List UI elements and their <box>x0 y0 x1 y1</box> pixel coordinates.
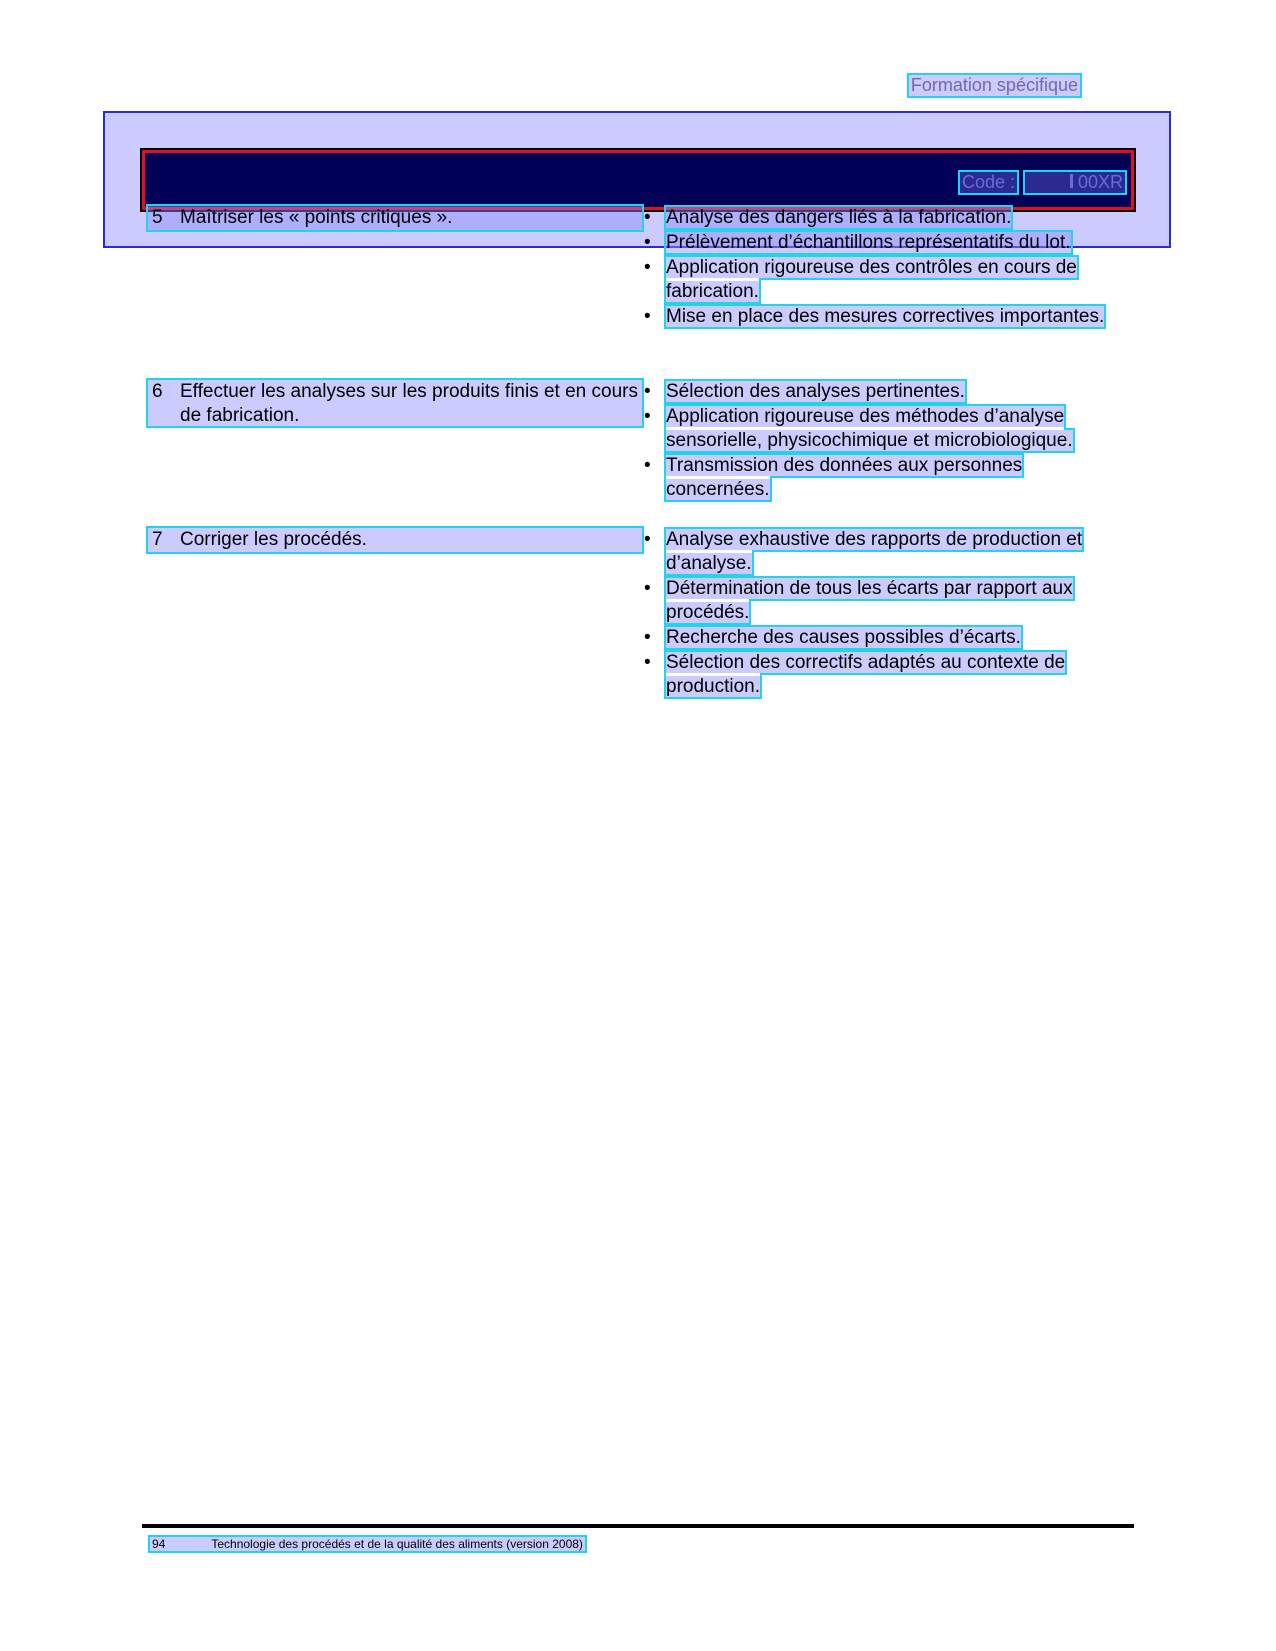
program-title-bar <box>142 150 1134 210</box>
performance-criteria-list <box>644 206 1124 330</box>
criterion-item <box>644 206 1124 230</box>
criterion-text: Sélection des correctifs adaptés au contexte de production. <box>666 652 1066 697</box>
criterion-text: Mise en place des mesures correctives importantes. <box>666 306 1105 327</box>
criterion-item <box>644 256 1124 304</box>
competency-number: 5 <box>152 207 163 228</box>
criterion-text: Détermination de tous les écarts par rapport aux procédés. <box>666 578 1073 623</box>
competency <box>152 206 644 230</box>
criterion-text: Application rigoureuse des méthodes d’analyse sensorielle, physicochimique et microbiologique. <box>666 406 1073 451</box>
document-title: Technologie des procédés et de la qualité des aliments (version 2008) <box>211 1537 583 1551</box>
criterion-item <box>644 405 1124 453</box>
criterion-text: Transmission des données aux personnes concernées. <box>666 455 1023 500</box>
criterion-item <box>644 577 1124 625</box>
code-value <box>1025 172 1125 193</box>
section-header-label: Formation spécifique <box>910 75 1078 95</box>
code-value-text: 00XR <box>1077 172 1123 192</box>
criterion-text: Application rigoureuse des contrôles en cours de fabrication. <box>666 257 1077 302</box>
criterion-text: Sélection des analyses pertinentes. <box>666 381 965 402</box>
criterion-item <box>644 528 1124 576</box>
program-code <box>960 172 1125 193</box>
criterion-item <box>644 380 1124 404</box>
competency <box>152 528 644 552</box>
competency <box>152 380 644 428</box>
criterion-text: Recherche des causes possibles d’écarts. <box>666 627 1021 648</box>
criterion-text: Analyse des dangers liés à la fabrication. <box>666 207 1012 228</box>
performance-criteria-list <box>644 528 1124 700</box>
text-cursor-icon <box>1070 174 1073 188</box>
page-footer <box>150 1537 585 1551</box>
competency-number: 6 <box>152 381 163 402</box>
footer-divider <box>142 1524 1134 1528</box>
criterion-item <box>644 651 1124 699</box>
page-number: 94 <box>152 1537 166 1551</box>
criterion-item <box>644 626 1124 650</box>
criterion-item <box>644 231 1124 255</box>
criterion-item <box>644 454 1124 502</box>
competency-text: Corriger les procédés. <box>180 529 367 550</box>
criterion-text: Analyse exhaustive des rapports de production et d’analyse. <box>666 529 1083 574</box>
competency-number: 7 <box>152 529 163 550</box>
competency-text: Effectuer les analyses sur les produits finis et en cours de fabrication. <box>180 381 638 426</box>
criterion-item <box>644 305 1124 329</box>
criterion-text: Prélèvement d’échantillons représentatifs du lot. <box>666 232 1071 253</box>
performance-criteria-list <box>644 380 1124 503</box>
code-label: Code : <box>961 172 1015 192</box>
competency-text: Maîtriser les « points critiques ». <box>180 207 453 228</box>
